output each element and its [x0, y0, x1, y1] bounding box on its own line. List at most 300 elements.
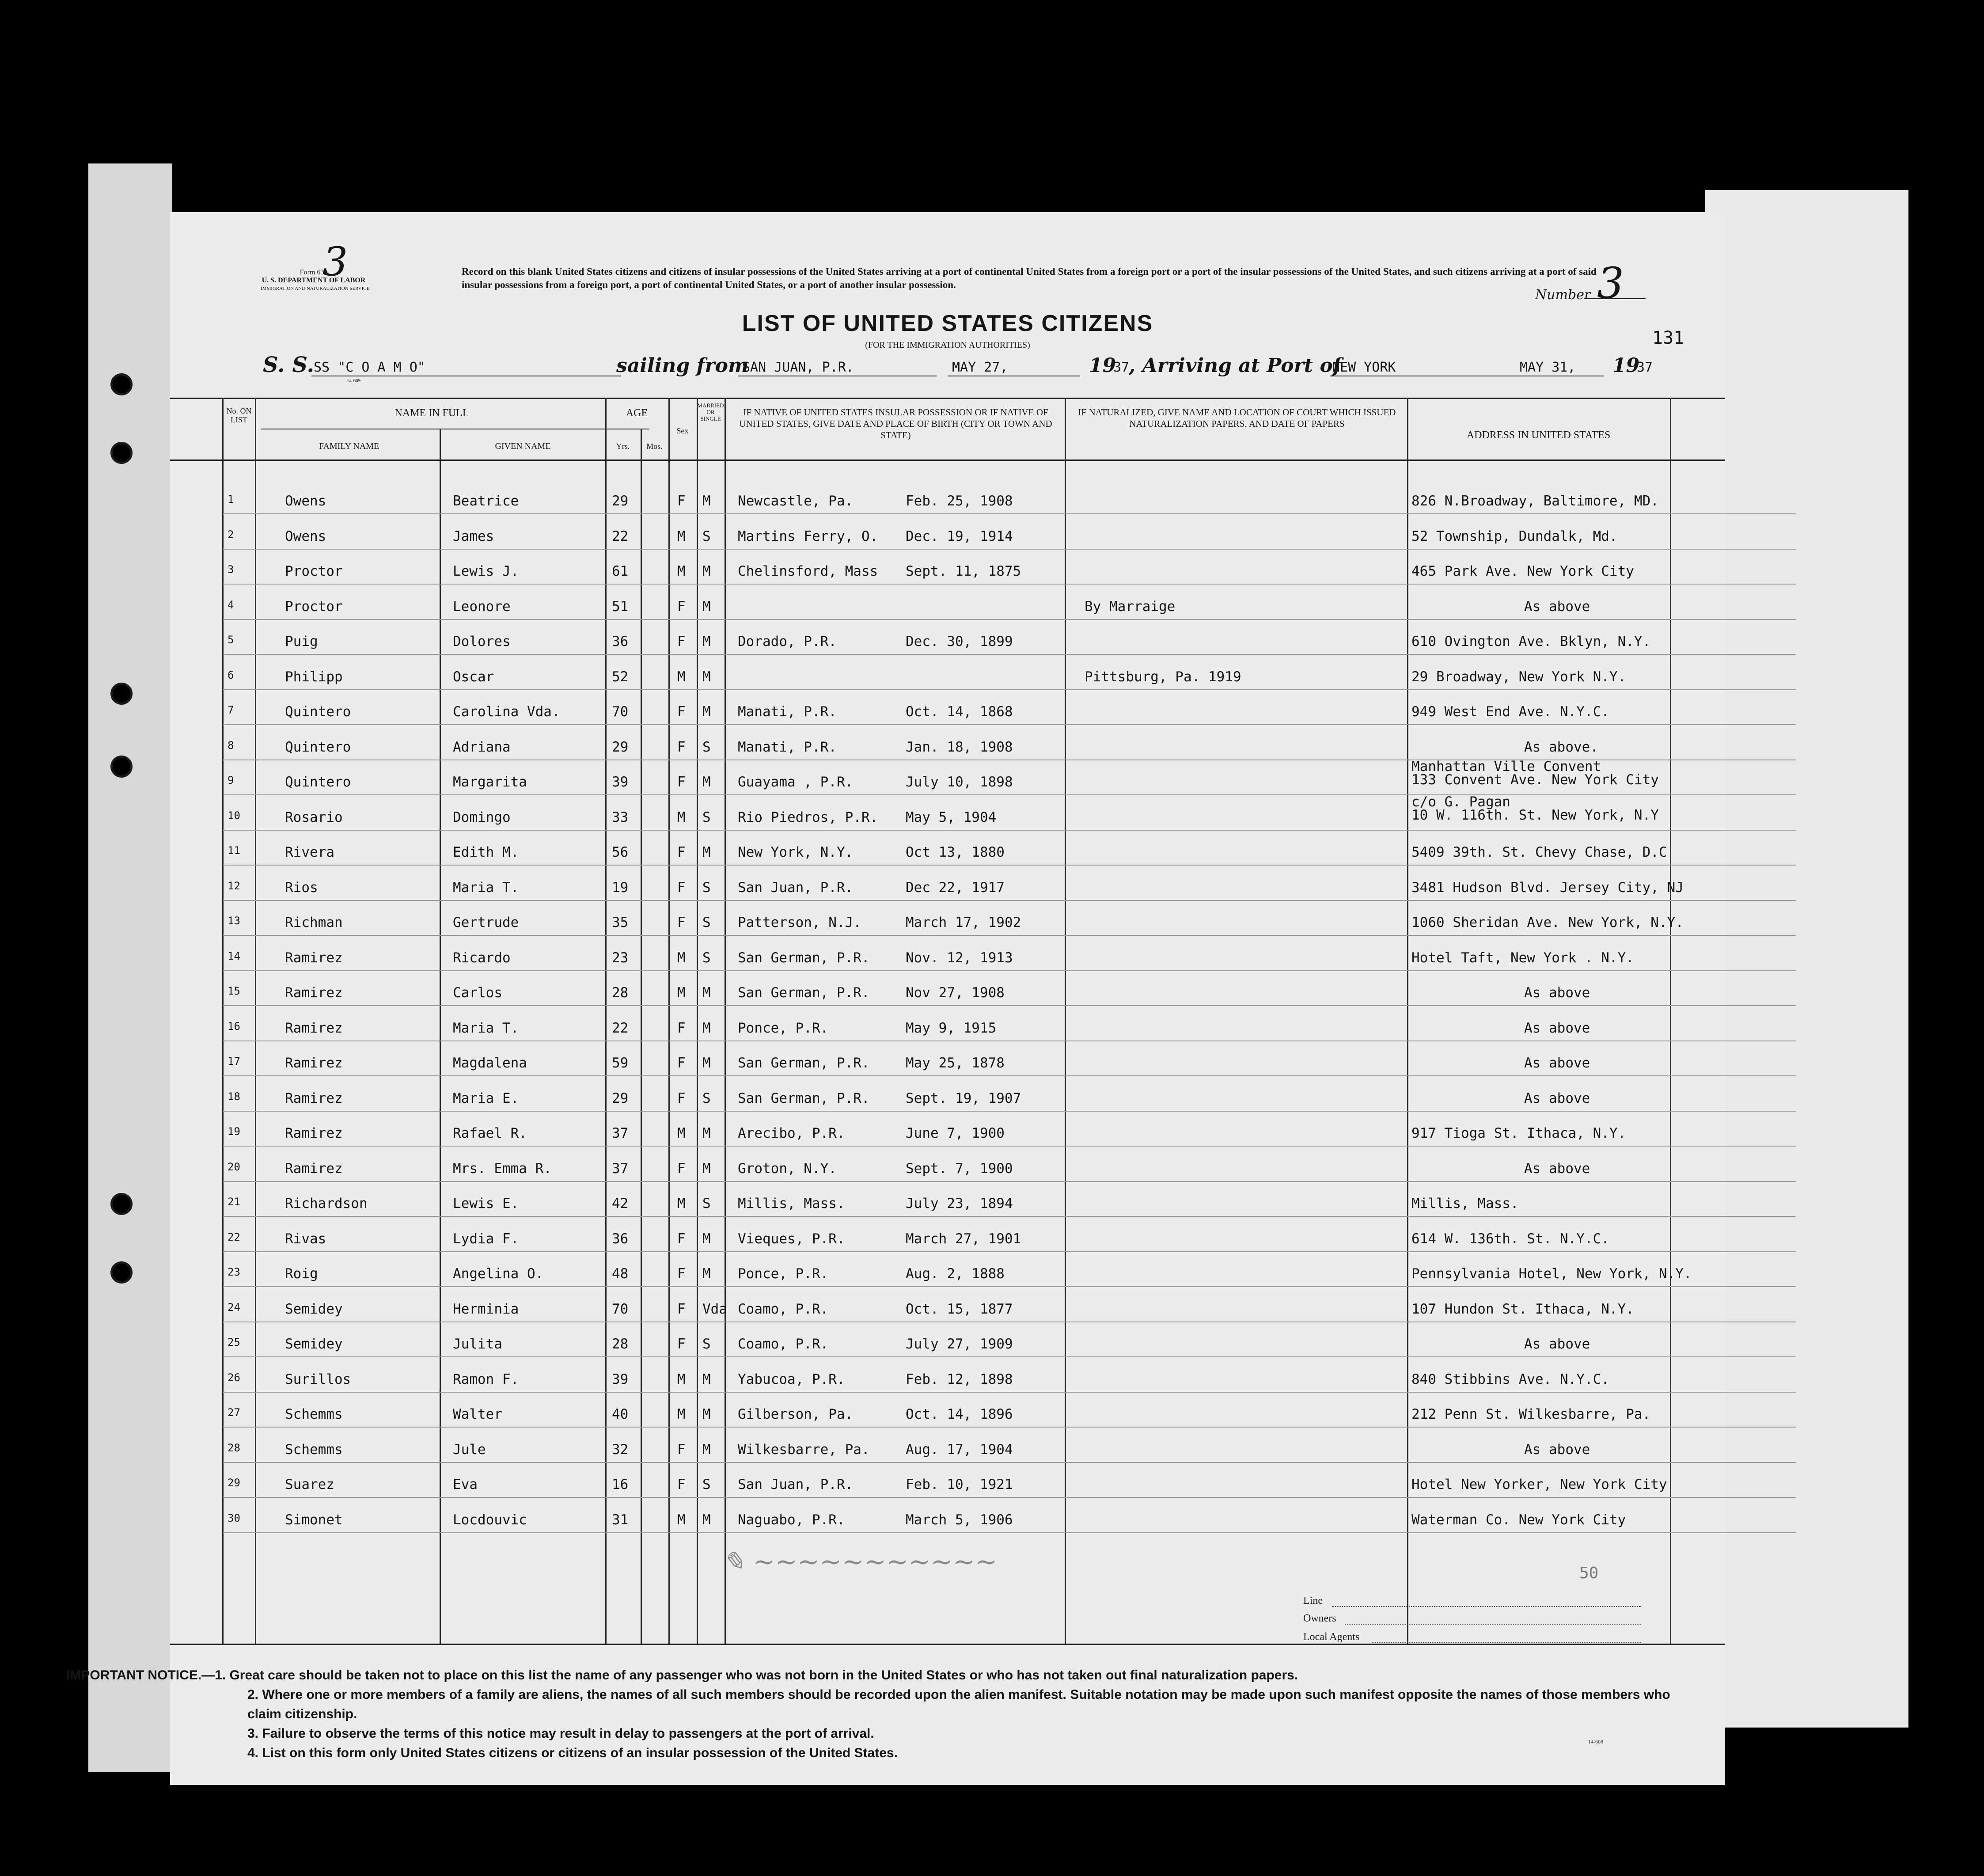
address: As above [1524, 1441, 1590, 1458]
birth-date: March 17, 1902 [906, 915, 1021, 930]
owners-label: Owners [1303, 1613, 1336, 1624]
table-row [170, 938, 1893, 974]
header-address: ADDRESS IN UNITED STATES [1466, 429, 1611, 441]
address: 610 Ovington Ave. Bklyn, N.Y. [1411, 634, 1651, 649]
row-number: 22 [228, 1230, 240, 1243]
row-number: 18 [228, 1090, 240, 1103]
birth-date: May 5, 1904 [906, 809, 997, 825]
table-row [170, 759, 1893, 798]
age-years: 40 [612, 1406, 629, 1422]
table-row [170, 973, 1893, 1009]
sex: M [677, 1511, 686, 1528]
header-name-in-full: NAME IN FULL [395, 407, 469, 419]
sex: F [677, 1090, 686, 1106]
row-rule [223, 830, 1796, 831]
family-name: Quintero [285, 739, 351, 755]
sex: F [677, 634, 686, 649]
owners-dotted [1345, 1624, 1641, 1625]
arrival-port: NEW YORK [1332, 360, 1396, 375]
footer-print-code: 14-608 [1588, 1739, 1603, 1745]
given-name: Angelina O. [453, 1266, 544, 1282]
total-count: 50 [1579, 1564, 1599, 1582]
birth-date: Oct 13, 1880 [906, 844, 1005, 860]
row-rule [223, 900, 1796, 901]
age-years: 37 [612, 1125, 629, 1141]
row-number: 23 [228, 1266, 240, 1278]
header-naturalized: IF NATURALIZED, GIVE NAME AND LOCATION OF COURT WHICH ISSUED NATURALIZATION PAPERS, AND DATE OF PAPERS [1078, 407, 1396, 429]
row-number: 21 [228, 1196, 240, 1208]
birth-date: Nov. 12, 1913 [906, 949, 1013, 966]
marital-status: M [702, 668, 711, 685]
row-rule [223, 1005, 1796, 1006]
age-years: 29 [612, 739, 629, 755]
family-name: Ramirez [285, 985, 343, 1001]
header-age: AGE [626, 407, 648, 419]
birth-date: Sept. 19, 1907 [906, 1090, 1021, 1106]
number-value: 3 [1597, 258, 1624, 308]
row-number: 2 [228, 528, 234, 541]
marital-status: Vda [702, 1301, 727, 1317]
form-subtitle: (FOR THE IMMIGRATION AUTHORITIES) [865, 340, 1030, 350]
number-label: Number [1535, 287, 1591, 303]
row-number: 4 [228, 598, 234, 611]
age-years: 59 [612, 1055, 629, 1071]
birth-date: July 27, 1909 [906, 1336, 1013, 1352]
row-rule [223, 1181, 1796, 1182]
binder-hole [110, 373, 133, 395]
marital-status: S [702, 1196, 711, 1211]
row-rule [223, 935, 1796, 936]
table-row [170, 552, 1893, 587]
birth-date: July 10, 1898 [906, 774, 1013, 790]
age-years: 19 [612, 879, 629, 896]
table-top-rule [170, 398, 1725, 399]
page-number: 131 [1652, 328, 1684, 348]
birth-place: San Juan, P.R. [738, 879, 854, 896]
marital-status: M [702, 844, 711, 860]
marital-status: S [702, 809, 711, 825]
family-name: Suarez [285, 1477, 334, 1492]
table-row [170, 1254, 1893, 1290]
row-number: 25 [228, 1336, 240, 1348]
table-row [170, 1009, 1893, 1044]
row-number: 13 [228, 915, 240, 927]
address: 465 Park Ave. New York City [1411, 563, 1634, 579]
form-id: Form 630 U. S. DEPARTMENT OF LABOR IMMIGRATION AND NATURALIZATION SERVICE [261, 269, 370, 291]
marital-status: S [702, 1090, 711, 1106]
birth-date: May 25, 1878 [906, 1055, 1005, 1071]
birth-date: Sept. 7, 1900 [906, 1160, 1013, 1177]
address: Manhattan Ville Convent 133 Convent Ave. New York City [1411, 759, 1659, 788]
given-name: Leonore [453, 598, 511, 615]
address: 826 N.Broadway, Baltimore, MD. [1411, 493, 1659, 509]
age-years: 61 [612, 563, 629, 579]
row-rule [223, 1111, 1796, 1112]
row-number: 9 [228, 774, 234, 786]
row-number: 5 [228, 634, 234, 646]
faded-signature: ✎ ∼∼∼∼∼∼∼∼∼∼∼ [722, 1546, 998, 1577]
birth-place: Patterson, N.J. [738, 915, 861, 930]
address: 1060 Sheridan Ave. New York, N.Y. [1411, 915, 1684, 930]
table-row [170, 1395, 1893, 1430]
birth-date: Dec 22, 1917 [906, 879, 1005, 896]
given-name: Locdouvic [453, 1511, 527, 1528]
row-rule [223, 1251, 1796, 1252]
table-row [170, 1149, 1893, 1185]
sex: F [677, 1477, 686, 1492]
birth-place: Ponce, P.R. [738, 1020, 829, 1036]
address: As above [1524, 598, 1590, 615]
sex: F [677, 1230, 686, 1247]
row-rule [223, 654, 1796, 655]
birth-place: San German, P.R. [738, 949, 870, 966]
address: 212 Penn St. Wilkesbarre, Pa. [1411, 1406, 1651, 1422]
sex: M [677, 809, 686, 825]
line-dotted [1332, 1606, 1641, 1607]
sex: M [677, 563, 686, 579]
sex: F [677, 598, 686, 615]
age-years: 37 [612, 1160, 629, 1177]
given-name: Julita [453, 1336, 502, 1352]
address: As above [1524, 985, 1590, 1001]
family-name: Puig [285, 634, 318, 649]
sail-date: MAY 27, [952, 360, 1008, 375]
table-row [170, 1500, 1893, 1536]
family-name: Quintero [285, 704, 351, 720]
table-row [170, 1325, 1893, 1360]
marital-status: M [702, 704, 711, 720]
header-married: MARRIED OR SINGLE [697, 402, 724, 422]
notice-4: 4. List on this form only United States citizens or citizens of an insular possession of the United States. [247, 1746, 898, 1760]
row-rule [223, 1356, 1796, 1357]
family-name: Simonet [285, 1511, 343, 1528]
family-name: Roig [285, 1266, 318, 1282]
family-name: Proctor [285, 598, 343, 615]
table-row [170, 794, 1893, 833]
birth-place: New York, N.Y. [738, 844, 854, 860]
address: 614 W. 136th. St. N.Y.C. [1411, 1230, 1609, 1247]
birth-place: Vieques, P.R. [738, 1230, 845, 1247]
birth-date: Feb. 12, 1898 [906, 1371, 1013, 1387]
row-number: 6 [228, 668, 234, 681]
family-name: Ramirez [285, 1090, 343, 1106]
marital-status: M [702, 1441, 711, 1458]
given-name: Dolores [453, 634, 511, 649]
birth-date: July 23, 1894 [906, 1196, 1013, 1211]
address: Hotel Taft, New York . N.Y. [1411, 949, 1634, 966]
marital-status: S [702, 528, 711, 544]
birth-place: San German, P.R. [738, 1055, 870, 1071]
binder-hole [110, 1261, 133, 1284]
sex: F [677, 493, 686, 509]
age-years: 48 [612, 1266, 629, 1282]
binder-hole [110, 756, 133, 778]
important-notice [66, 1666, 1701, 1763]
address: 917 Tioga St. Ithaca, N.Y. [1411, 1125, 1626, 1141]
marital-status: S [702, 949, 711, 966]
given-name: Ricardo [453, 949, 511, 966]
row-rule [223, 1462, 1796, 1463]
given-name: Herminia [453, 1301, 519, 1317]
address: 949 West End Ave. N.Y.C. [1411, 704, 1609, 720]
table-row [170, 1219, 1893, 1255]
row-rule [223, 1392, 1796, 1393]
table-row [170, 903, 1893, 938]
family-name: Ramirez [285, 1160, 343, 1177]
birth-place: Coamo, P.R. [738, 1336, 829, 1352]
manifest-page [170, 212, 1725, 1785]
family-name: Owens [285, 528, 326, 544]
naturalization: Pittsburg, Pa. 1919 [1085, 668, 1241, 685]
arrival-year-prefix: 19 [1612, 354, 1640, 377]
row-number: 30 [228, 1511, 240, 1524]
given-name: Maria T. [453, 879, 519, 896]
table-row [170, 1430, 1893, 1466]
row-rule [223, 549, 1796, 550]
marital-status: M [702, 774, 711, 790]
sex: M [677, 668, 686, 685]
sex: F [677, 844, 686, 860]
sex: F [677, 1336, 686, 1352]
address: Millis, Mass. [1411, 1196, 1519, 1211]
header-given-name: GIVEN NAME [495, 441, 551, 451]
sail-year-prefix: 19 [1089, 354, 1116, 377]
family-name: Owens [285, 493, 326, 509]
age-years: 22 [612, 1020, 629, 1036]
binder-hole [110, 1193, 133, 1215]
birth-place: Millis, Mass. [738, 1196, 845, 1211]
header-yrs: Yrs. [616, 442, 630, 451]
birth-date: May 9, 1915 [906, 1020, 997, 1036]
birth-place: Guayama , P.R. [738, 774, 854, 790]
marital-status: M [702, 1125, 711, 1141]
table-bottom-rule [170, 1644, 1725, 1645]
given-name: Lewis E. [453, 1196, 519, 1211]
from-port: SAN JUAN, P.R. [742, 360, 854, 375]
marital-status: S [702, 1477, 711, 1492]
arriving-label: , Arriving at Port of [1129, 354, 1341, 377]
sailing-label: sailing from [616, 354, 749, 377]
age-years: 16 [612, 1477, 629, 1492]
birth-place: Chelinsford, Mass [738, 563, 878, 579]
age-years: 42 [612, 1196, 629, 1211]
family-name: Schemms [285, 1406, 343, 1422]
sail-year: 37 [1113, 360, 1130, 375]
header-no-on-list: No. ON LIST [226, 406, 252, 424]
given-name: Maria E. [453, 1090, 519, 1106]
row-number: 12 [228, 879, 240, 892]
table-row [170, 1184, 1893, 1219]
given-name: Maria T. [453, 1020, 519, 1036]
age-years: 51 [612, 598, 629, 615]
marital-status: S [702, 1336, 711, 1352]
given-name: Gertrude [453, 915, 519, 930]
birth-place: Arecibo, P.R. [738, 1125, 845, 1141]
naturalization: By Marraige [1085, 598, 1176, 615]
row-number: 17 [228, 1055, 240, 1067]
address: c/o G. Pagan 10 W. 116th. St. New York, N.Y [1411, 794, 1659, 823]
birth-place: San German, P.R. [738, 1090, 870, 1106]
birth-date: Sept. 11, 1875 [906, 563, 1021, 579]
birth-date: Dec. 30, 1899 [906, 634, 1013, 649]
marital-status: M [702, 1055, 711, 1071]
sex: F [677, 1266, 686, 1282]
family-name: Rivas [285, 1230, 326, 1247]
marital-status: M [702, 1371, 711, 1387]
header-native: IF NATIVE OF UNITED STATES INSULAR POSSESSION OR IF NATIVE OF UNITED STATES, GIVE DATE AND PLACE OF BIRTH (CITY OR TOWN AND STATE) [739, 407, 1052, 441]
arrival-date: MAY 31, [1520, 360, 1576, 375]
sex: F [677, 739, 686, 755]
row-rule [223, 865, 1796, 866]
given-name: Carlos [453, 985, 502, 1001]
header-bottom-rule [170, 460, 1725, 461]
given-name: Beatrice [453, 493, 519, 509]
header-sex: Sex [676, 426, 689, 435]
given-name: Lewis J. [453, 563, 519, 579]
age-years: 35 [612, 915, 629, 930]
age-years: 28 [612, 1336, 629, 1352]
age-years: 31 [612, 1511, 629, 1528]
row-rule [223, 619, 1796, 620]
birth-date: March 27, 1901 [906, 1230, 1021, 1247]
birth-place: Naguabo, P.R. [738, 1511, 845, 1528]
table-row [170, 1114, 1893, 1149]
marital-status: M [702, 1160, 711, 1177]
sex: F [677, 774, 686, 790]
birth-date: March 5, 1906 [906, 1511, 1013, 1528]
table-row [170, 517, 1893, 552]
row-rule [223, 1146, 1796, 1147]
sex: M [677, 1196, 686, 1211]
binder-hole [110, 683, 133, 705]
family-name: Rosario [285, 809, 343, 825]
sex: M [677, 985, 686, 1001]
age-years: 36 [612, 1230, 629, 1247]
age-years: 28 [612, 985, 629, 1001]
family-name: Philipp [285, 668, 343, 685]
age-years: 36 [612, 634, 629, 649]
address: 52 Township, Dundalk, Md. [1411, 528, 1618, 544]
row-rule [223, 1497, 1796, 1498]
age-years: 39 [612, 774, 629, 790]
table-row [170, 1465, 1893, 1500]
row-number: 3 [228, 563, 234, 576]
birth-date: Oct. 15, 1877 [906, 1301, 1013, 1317]
row-number: 24 [228, 1301, 240, 1314]
address: As above [1524, 1336, 1590, 1352]
birth-place: Gilberson, Pa. [738, 1406, 854, 1422]
age-years: 70 [612, 1301, 629, 1317]
family-name: Quintero [285, 774, 351, 790]
marital-status: M [702, 1230, 711, 1247]
birth-date: Feb. 10, 1921 [906, 1477, 1013, 1492]
sex: F [677, 1055, 686, 1071]
agents-label: Local Agents [1303, 1631, 1360, 1643]
row-rule [223, 513, 1796, 514]
given-name: James [453, 528, 494, 544]
given-name: Carolina Vda. [453, 704, 560, 720]
line-label: Line [1303, 1595, 1323, 1606]
family-name: Semidey [285, 1301, 343, 1317]
row-rule [223, 970, 1796, 971]
birth-place: Manati, P.R. [738, 739, 837, 755]
birth-place: Yabucoa, P.R. [738, 1371, 845, 1387]
birth-place: San Juan, P.R. [738, 1477, 854, 1492]
row-number: 1 [228, 493, 234, 505]
address: As above [1524, 1055, 1590, 1071]
age-years: 29 [612, 493, 629, 509]
family-name: Semidey [285, 1336, 343, 1352]
family-name: Surillos [285, 1371, 351, 1387]
birth-place: Groton, N.Y. [738, 1160, 837, 1177]
address: As above [1524, 1160, 1590, 1177]
given-name: Mrs. Emma R. [453, 1160, 552, 1177]
family-name: Ramirez [285, 1020, 343, 1036]
sex: F [677, 915, 686, 930]
given-name: Magdalena [453, 1055, 527, 1071]
family-name: Rivera [285, 844, 334, 860]
family-name: Ramirez [285, 1055, 343, 1071]
birth-date: June 7, 1900 [906, 1125, 1005, 1141]
age-years: 22 [612, 528, 629, 544]
marital-status: S [702, 739, 711, 755]
birth-date: Oct. 14, 1896 [906, 1406, 1013, 1422]
table-row [170, 833, 1893, 868]
row-number: 27 [228, 1406, 240, 1419]
age-years: 39 [612, 1371, 629, 1387]
address: Pennsylvania Hotel, New York, N.Y. [1411, 1266, 1692, 1282]
address: 107 Hundon St. Ithaca, N.Y. [1411, 1301, 1634, 1317]
birth-date: Dec. 19, 1914 [906, 528, 1013, 544]
table-row [170, 1360, 1893, 1395]
birth-place: Martins Ferry, O. [738, 528, 878, 544]
print-code: 14-609 [347, 378, 361, 384]
age-years: 70 [612, 704, 629, 720]
given-name: Domingo [453, 809, 511, 825]
family-name: Schemms [285, 1441, 343, 1458]
row-number: 26 [228, 1371, 240, 1384]
sex: M [677, 528, 686, 544]
row-rule [223, 1532, 1796, 1533]
family-name: Rios [285, 879, 318, 896]
given-name: Edith M. [453, 844, 519, 860]
address: Waterman Co. New York City [1411, 1511, 1626, 1528]
address: 840 Stibbins Ave. N.Y.C. [1411, 1371, 1609, 1387]
row-number: 19 [228, 1125, 240, 1138]
sex: M [677, 1406, 686, 1422]
address: 29 Broadway, New York N.Y. [1411, 668, 1626, 685]
table-row [170, 728, 1893, 763]
row-number: 11 [228, 844, 240, 857]
marital-status: M [702, 563, 711, 579]
birth-place: Ponce, P.R. [738, 1266, 829, 1282]
marital-status: S [702, 915, 711, 930]
given-name: Margarita [453, 774, 527, 790]
handwritten-mark: 3 [322, 239, 348, 285]
given-name: Lydia F. [453, 1230, 519, 1247]
sex: F [677, 1441, 686, 1458]
table-row [170, 1044, 1893, 1079]
given-name: Rafael R. [453, 1125, 527, 1141]
voyage-line [228, 353, 1677, 384]
birth-place: Wilkesbarre, Pa. [738, 1441, 870, 1458]
notice-1: —1. Great care should be taken not to place on this list the name of any passenger who was not born in the United States or who has not taken out final naturalization papers. [201, 1668, 1298, 1682]
table-row [170, 692, 1893, 728]
birth-place: Newcastle, Pa. [738, 493, 854, 509]
header-mos: Mos. [646, 442, 663, 451]
birth-date: Nov 27, 1908 [906, 985, 1005, 1001]
form-title: LIST OF UNITED STATES CITIZENS [742, 311, 1153, 336]
